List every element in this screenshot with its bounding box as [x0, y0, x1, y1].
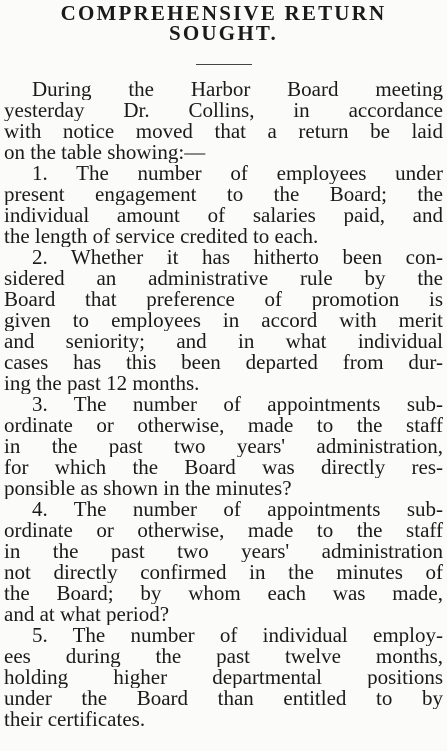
body-line: individual amount of salaries paid, and [4, 204, 443, 226]
body-line: ponsible as shown in the minutes? [4, 477, 292, 499]
body-line: and at what period? [4, 603, 170, 625]
body-line: ees during the past twelve months, [4, 645, 443, 667]
body-line: their certificates. [4, 708, 146, 730]
body-line: yesterday Dr. Collins, in accordance [4, 99, 443, 121]
body-line: and seniority; and in what individual [4, 330, 443, 352]
body-line: under the Board than entitled to by [4, 687, 443, 709]
body-line: in the past two years' administration [4, 540, 443, 562]
body-line: with notice moved that a return be laid [4, 120, 443, 142]
body-line: present engagement to the Board; the [4, 183, 443, 205]
headline-divider [196, 64, 252, 65]
body-line: in the past two years' administration, [4, 435, 443, 457]
body-line: not directly confirmed in the minutes of [4, 561, 443, 583]
body-line: cases has this been departed from dur- [4, 351, 443, 373]
headline-line-1: COMPREHENSIVE RETURN [60, 1, 387, 25]
body-line: on the table showing:— [4, 141, 206, 163]
body-line: 3. The number of appointments sub- [32, 393, 443, 415]
body-line: 4. The number of appointments sub- [32, 498, 443, 520]
body-line: for which the Board was directly res- [4, 456, 443, 478]
body-line: ing the past 12 months. [4, 372, 200, 394]
body-line: 1. The number of employees under [32, 162, 443, 184]
body-line: ordinate or otherwise, made to the staff [4, 414, 443, 436]
body-line: 2. Whether it has hitherto been con- [32, 246, 443, 268]
body-line: the Board; by whom each was made, [4, 582, 443, 604]
body-line: During the Harbor Board meeting [32, 78, 443, 100]
body-line: holding higher departmental positions [4, 666, 443, 688]
body-line: ordinate or otherwise, made to the staff [4, 519, 443, 541]
headline-line-2: SOUGHT. [169, 21, 278, 45]
body-line: the length of service credited to each. [4, 225, 319, 247]
body-line: given to employees in accord with merit [4, 309, 443, 331]
body-line: sidered an administrative rule by the [4, 267, 443, 289]
body-line: 5. The number of individual employ- [32, 624, 443, 646]
body-line: Board that preference of promotion is [4, 288, 443, 310]
